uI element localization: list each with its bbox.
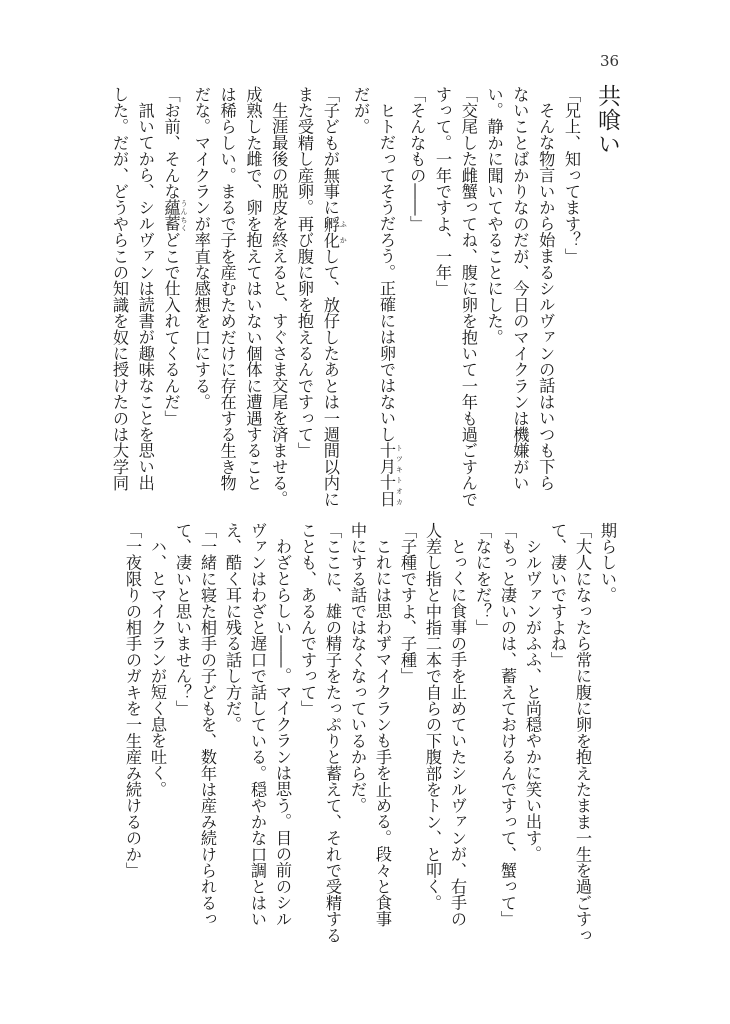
text-run: 「一緒に寝た相手の子どもを、数年は産み続けられるっ <box>198 522 217 927</box>
text-run: 「ここに、雄の精子をたっぷりと蓄えて、それで受精する <box>323 522 342 944</box>
text-column <box>145 522 170 882</box>
text-column <box>595 522 620 882</box>
text-column <box>245 522 270 927</box>
text-column <box>507 86 533 496</box>
text-run: シルヴァンがふふ、と尚穏やかに笑い出す。 <box>523 538 542 863</box>
text-column <box>220 522 245 882</box>
text-run: 「一夜限りの相手のガキを一生産み続けるのか」 <box>123 522 142 879</box>
text-run: 「そんなもの――」 <box>407 86 427 232</box>
text-column <box>420 522 445 911</box>
text-run: 「なにをだ？」 <box>473 522 492 636</box>
text-run: これには思わずマイクランも手を止める。段々と食事 <box>373 538 392 927</box>
text-column <box>214 86 240 496</box>
text-column <box>558 86 584 496</box>
text-column <box>347 86 373 496</box>
text-run: だな。マイクランが率直な感想を口にする。 <box>191 86 211 410</box>
text-column <box>345 522 370 882</box>
text-run: すって。一年ですよ、一年」 <box>433 86 453 297</box>
text-column <box>532 86 558 496</box>
text-run: 「大人になったら常に腹に卵を抱えたまま一生を過ごすっ <box>573 522 592 944</box>
text-column <box>481 86 507 496</box>
text-column <box>320 522 345 944</box>
text-run: ヒトだってそうだろう。正確には卵ではないし <box>376 102 396 443</box>
text-column <box>265 86 291 508</box>
text-run: した。だが、どうやらこの知識を奴に授けたのは大学同 <box>109 86 129 491</box>
text-column <box>291 86 317 496</box>
text-column <box>295 522 320 882</box>
ruby-base: 孵化 <box>320 215 340 249</box>
text-run: そんな物言いから始まるシルヴァンの話はいつも下ら <box>536 102 556 491</box>
text-run: ないことばかりなのだが、今日のマイクランは機嫌がい <box>510 86 530 491</box>
text-run: とっくに食事の手を止めていたシルヴァンが、右手の <box>448 538 467 927</box>
text-column <box>520 522 545 882</box>
ruby-reading: ふか <box>339 215 348 248</box>
text-column <box>545 522 570 882</box>
text-run: 中にする話ではなくなっているからだ。 <box>348 522 367 814</box>
text-column <box>188 86 214 496</box>
text-run: て、凄いと思いません？」 <box>173 522 192 717</box>
text-column <box>195 522 220 927</box>
text-column <box>373 86 404 508</box>
ruby-base: 十月十日 <box>376 442 396 508</box>
text-column <box>455 86 481 508</box>
text-column <box>317 86 348 508</box>
text-column <box>120 522 145 882</box>
text-column <box>570 522 595 944</box>
page-number: 36 <box>600 52 620 70</box>
text-column <box>370 522 395 927</box>
ruby-annotation <box>320 215 348 249</box>
text-run: ヴァンはわざと遅口で話している。穏やかな口調とはい <box>248 522 267 927</box>
text-run: 生涯最後の脱皮を終えると、すぐさま交尾を済ませる。 <box>269 102 289 508</box>
text-run: 成熟した雌で、卵を抱えてはいない個体に遭遇すること <box>243 86 263 491</box>
text-run: 「子種ですよ、子種」 <box>398 522 417 684</box>
ruby-annotation <box>161 199 189 232</box>
text-run: だが。 <box>351 86 371 135</box>
text-run: 訊いてから、シルヴァンは読書が趣味なことを思い出 <box>135 102 155 491</box>
text-column <box>132 86 158 496</box>
ruby-reading: トツキトオカ <box>395 442 404 508</box>
text-run: い。静かに聞いてやることにした。 <box>484 86 504 346</box>
text-run: ことも、あるんですって」 <box>298 522 317 717</box>
text-run: 「子どもが無事に <box>320 86 340 216</box>
text-column <box>445 522 470 927</box>
text-run: ハ、とマイクランが短く息を吐く。 <box>148 538 167 798</box>
text-column <box>429 86 455 496</box>
text-run: 「もっと凄いのは、蓄えておけるんですって、蟹って」 <box>498 522 517 927</box>
ruby-reading: うんちく <box>180 199 189 232</box>
chapter-title: 共喰い <box>594 84 620 156</box>
text-column <box>158 86 188 496</box>
text-column <box>395 522 420 882</box>
text-run: え、酷く耳に残る話し方だ。 <box>223 522 242 733</box>
text-column <box>240 86 266 496</box>
text-column <box>106 86 132 496</box>
text-run: また受精し産卵。再び腹に卵を抱えるんですって」 <box>295 86 315 459</box>
text-run: 期らしい。 <box>598 522 617 603</box>
text-column <box>470 522 495 882</box>
text-run: わざとらしい――。マイクランは思う。目の前のシル <box>273 538 292 927</box>
lower-text-block <box>120 522 620 944</box>
text-run: どこで仕入れてくるんだ」 <box>161 231 181 427</box>
text-run: 「お前、そんな <box>161 86 181 200</box>
text-run: 人差し指と中指二本で自らの下腹部をトン、と叩く。 <box>423 522 442 911</box>
text-column <box>170 522 195 882</box>
ruby-annotation <box>376 442 404 508</box>
text-column <box>403 86 429 496</box>
text-run: は稀らしい。まるで子を産むためだけに存在する生き物 <box>217 86 237 491</box>
text-run: て、凄いですよね」 <box>548 522 567 668</box>
text-run: 「兄上、知ってます？」 <box>562 86 581 265</box>
text-run: して、放仔したあとは一週間以内に <box>320 248 340 508</box>
upper-text-block <box>109 86 584 508</box>
text-run: 「交尾した雌蟹ってね、腹に卵を抱いて一年も過ごすんで <box>458 86 478 508</box>
ruby-base: 蘊蓄 <box>161 199 181 232</box>
text-column <box>270 522 295 927</box>
text-column <box>495 522 520 927</box>
